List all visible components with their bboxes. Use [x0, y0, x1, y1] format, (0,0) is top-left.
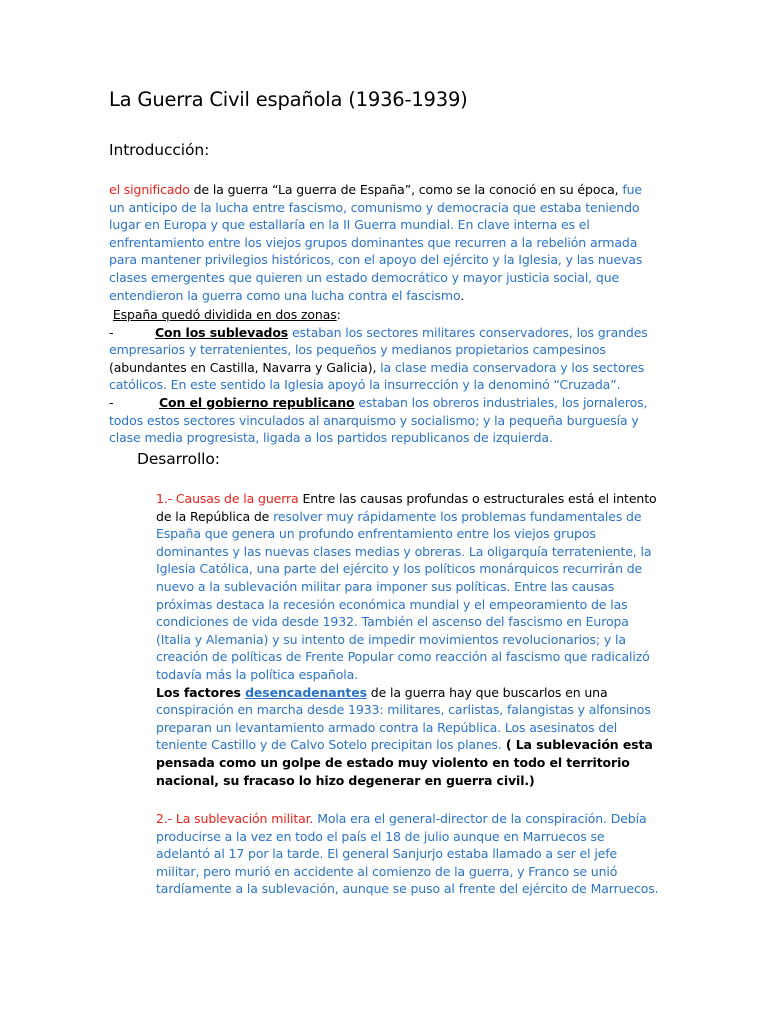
zone-sublevados-regions: (abundantes en Castilla, Navarra y Galicia), [109, 359, 377, 375]
zone-sublevados-label: Con los sublevados [155, 324, 289, 340]
zone-republicano-text: estaban los obreros industriales, los jornaleros, todos estos sectores vinculados al anarquismo y socialismo; y la pequeña burguesía y clase media progresista, ligada a los partidos republicanos de izquierda. [109, 394, 648, 446]
factores-desencadenantes: desencadenantes [245, 684, 367, 700]
zones-lead: España quedó dividida en dos zonas [112, 307, 337, 322]
zone-republicano-label: Con el gobierno republicano [159, 394, 355, 410]
zones-section [109, 306, 654, 447]
zones-colon: : [336, 307, 341, 322]
zone-dash: - [109, 394, 114, 410]
intro-end: . [460, 287, 465, 303]
factores-bold-note: ( La sublevación esta pensada como un golpe de estado muy violento en todo el territorio nacional, su fracaso lo hizo degenerar en guerra civil.) [156, 737, 653, 788]
zone-dash: - [109, 324, 114, 340]
zone-republicano [109, 394, 654, 447]
intro-lead-black: de la guerra “La guerra de España”, como se la conoció en su época, [189, 182, 623, 197]
zone-sublevados [109, 324, 654, 394]
intro-lead-red: el significado [109, 182, 190, 197]
intro-paragraph [109, 181, 654, 304]
sublevacion-label: 2.- La sublevación militar. [156, 811, 314, 826]
causas-paragraph [156, 490, 661, 684]
factores-label: Los factores [156, 684, 246, 700]
heading-desarrollo: Desarrollo: [137, 450, 220, 468]
document-title: La Guerra Civil española (1936-1939) [109, 88, 468, 111]
causas-blue-text: resolver muy rápidamente los problemas fundamentales de España que genera un profundo enfrentamiento entre los viejos grupos dominantes y las nuevas clases medias y obreras. La oligarquía terrateniente, la Iglesia Católica, una parte del ejército y los políticos monárquicos recurrirán de nuevo a la sublevación militar para imponer sus políticas. Entre las causas próximas destaca la recesión económica mundial y el empeoramiento de las condiciones de vida desde 1932. También el ascenso del fascismo en Europa (Italia y Alemania) y su intento de impedir movimientos revolucionarios; y la creación de políticas de Frente Popular como reacción al fascismo que radicalizó todavía más la política española. [156, 508, 652, 682]
intro-blue-text: fue un anticipo de la lucha entre fascismo, comunismo y democracia que estaba teniendo lugar en Europa y que estallaría en la II Guerra mundial. En clave interna es el enfrentamiento entre los viejos grupos dominantes que recurren a la rebelión armada para mantener privilegios históricos, con el apoyo del ejército y la Iglesia, y las nuevas clases emergentes que quieren un estado democrático y mayor justicia social, que entendieron la guerra como una lucha contra el fascismo [109, 182, 643, 303]
zone-sublevados-text2: la clase media conservadora y los sectores católicos. En este sentido la Iglesia apoyó la insurrección y la denominó “Cruzada”. [109, 359, 645, 393]
causas-label: 1.- Causas de la guerra [156, 491, 299, 506]
zone-sublevados-text1: estaban los sectores militares conservadores, los grandes empresarios y terratenientes, los pequeños y medianos propietarios campesinos [109, 324, 648, 358]
causas-section [156, 490, 661, 789]
factores-paragraph [156, 684, 661, 790]
causas-intro-black: Entre las causas profundas o estructurales está el intento de la República de [156, 491, 657, 524]
factores-black-text: de la guerra hay que buscarlos en una [366, 684, 608, 700]
zones-lead-line [109, 306, 654, 324]
heading-introduccion: Introducción: [109, 141, 210, 159]
sublevacion-blue-text: Mola era el general-director de la conspiración. Debía producirse a la vez en todo el país el 18 de julio aunque en Marruecos se adelantó al 17 por la tarde. El general Sanjurjo estaba llamado a ser el jefe militar, pero murió en accidente al comienzo de la guerra, y Franco se unió tardíamente a la sublevación, aunque se puso al frente del ejército de Marruecos. [156, 811, 659, 897]
factores-blue-text: conspiración en marcha desde 1933: militares, carlistas, falangistas y alfonsinos preparan un levantamiento armado contra la República. Los asesinatos del teniente Castillo y de Calvo Sotelo precipitan los planes. [156, 702, 651, 753]
sublevacion-paragraph [156, 810, 661, 898]
